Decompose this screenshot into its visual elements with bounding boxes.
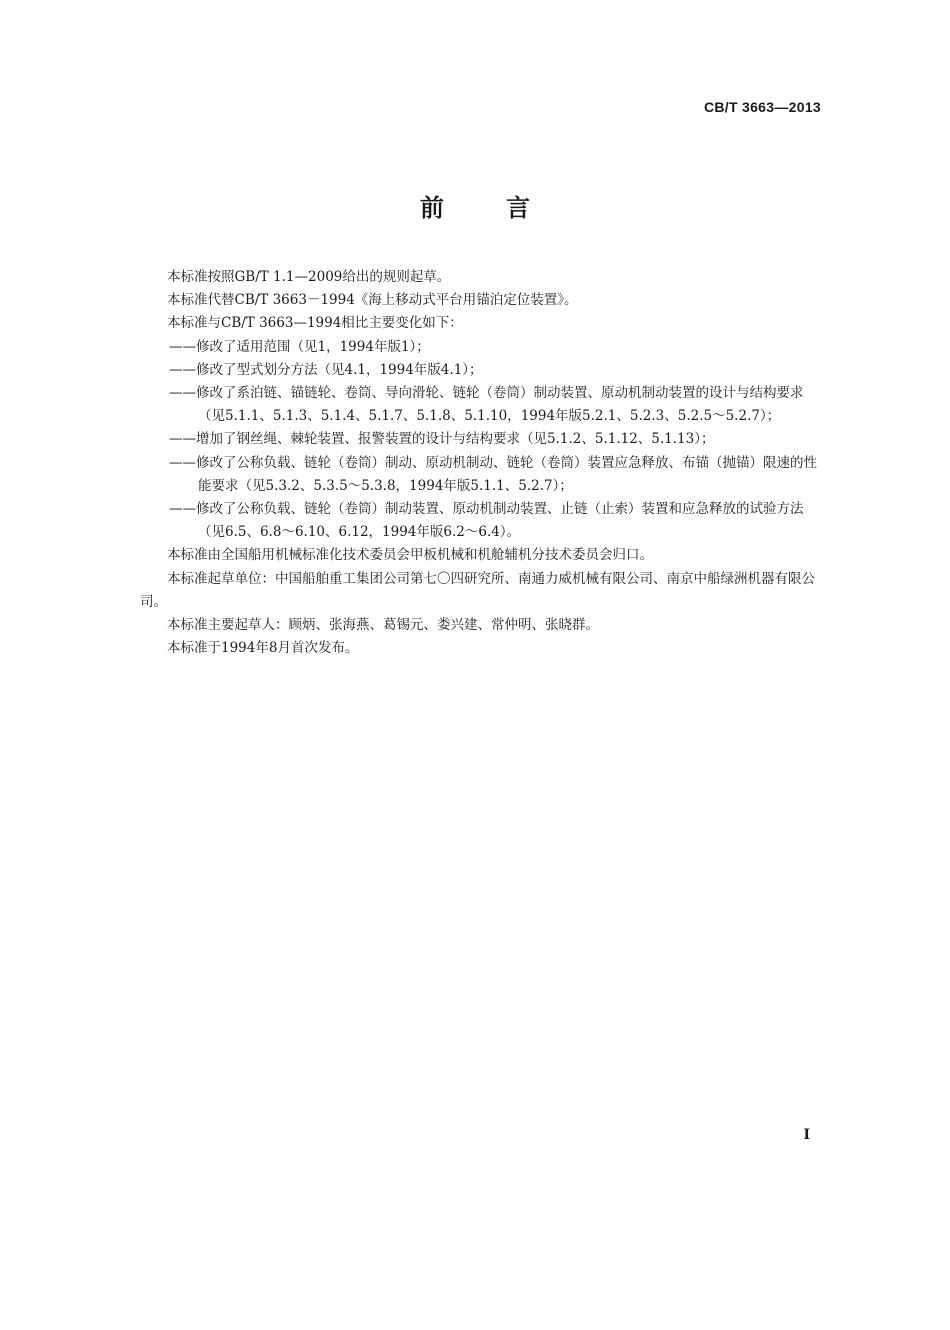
paragraph: 本标准代替CB/T 3663－1994《海上移动式平台用锚泊定位装置》。 bbox=[167, 292, 578, 309]
page-title: 前言 bbox=[420, 193, 592, 222]
paragraph: 本标准与CB/T 3663—1994相比主要变化如下： bbox=[167, 315, 463, 332]
paragraph: 本标准主要起草人：顾炳、张海燕、葛锡元、娄兴建、常仲明、张晓群。 bbox=[167, 617, 599, 634]
change-item: ——增加了钢丝绳、棘轮装置、报警装置的设计与结构要求（见5.1.2、5.1.12、5.1.13）； bbox=[169, 431, 715, 448]
change-item: ——修改了型式划分方法（见4.1，1994年版4.1）； bbox=[169, 361, 483, 378]
paragraph: 本标准于1994年8月首次发布。 bbox=[167, 640, 359, 657]
change-item: ——修改了适用范围（见1，1994年版1）； bbox=[169, 338, 430, 355]
paragraph: 本标准按照GB/T 1.1—2009给出的规则起草。 bbox=[167, 269, 451, 285]
page-number: I bbox=[803, 1127, 810, 1143]
paragraph: 本标准起草单位：中国船舶重工集团公司第七〇四研究所、南通力威机械有限公司、南京中船绿洲机器有限公司。 bbox=[140, 570, 815, 610]
change-item: ——修改了系泊链、锚链轮、卷筒、导向滑轮、链轮（卷筒）制动装置、原动机制动装置的设计与结构要求（见5.1.1、5.1.3、5.1.4、5.1.7、5.1.8、5.1.10，1994年版5.2.1、5.2.3、5.2.5～5.2.7）； bbox=[169, 385, 804, 425]
standard-code: CB/T 3663—2013 bbox=[703, 99, 821, 115]
document-body bbox=[140, 266, 830, 660]
paragraph: 本标准由全国船用机械标准化技术委员会甲板机械和机舱辅机分技术委员会归口。 bbox=[167, 547, 653, 564]
change-item: ——修改了公称负载、链轮（卷筒）制动、原动机制动、链轮（卷筒）装置应急释放、布锚（抛锚）限速的性能要求（见5.3.2、5.3.5～5.3.8，1994年版5.1.1、5.2.7）； bbox=[169, 454, 817, 494]
change-item: ——修改了公称负载、链轮（卷筒）制动装置、原动机制动装置、止链（止索）装置和应急释放的试验方法（见6.5、6.8～6.10、6.12，1994年版6.2～6.4）。 bbox=[169, 501, 804, 541]
